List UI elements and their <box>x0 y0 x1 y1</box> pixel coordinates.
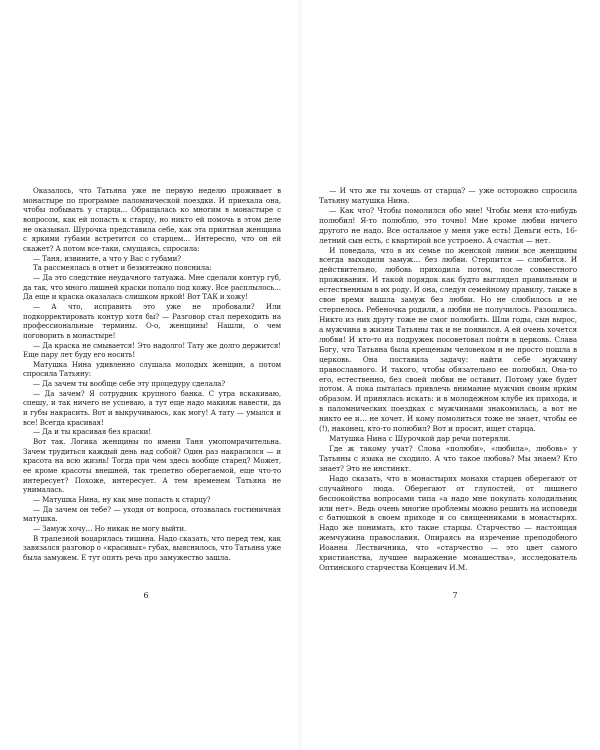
paragraph: Матушка Нина удивленно слушала молодых женщин, а потом спросила Татьяну: <box>23 359 281 379</box>
paragraph: — Да зачем он тебе? — уходя от вопроса, отозвалась гостиничная матушка. <box>23 504 281 524</box>
left-page-text <box>23 186 281 563</box>
left-page <box>23 186 281 563</box>
paragraph: Оказалось, что Татьяна уже не первую неделю проживает в монастыре по программе паломнической поездки. И приехала она, чтобы побывать у старца... Обращалась ко многим в монастыре с вопросом, как ей попасть к старцу, но никто ей помочь в этом деле не оказывал. Шурочка представила себе, как эта приятная женщина с яркими губами встретится со старцем… Интересно, что он ей скажет? А потом все-таки, смущаясь, спросила: <box>23 186 281 253</box>
paragraph: Матушка Нина с Шурочкой дар речи потеряли. <box>329 434 511 444</box>
right-page <box>319 186 577 573</box>
paragraph: В трапезной воцарилась тишина. Надо сказать, что перед тем, как завязался разговор о «красивых» губах, выяснилось, что Татьяна уже была замужем. Е тут опять речь про замужество зашла. <box>23 533 282 562</box>
paragraph: — А что, исправить это уже не пробовали? Или подкорректировать контур хотя бы? — Разговор стал переходить на профессиональные термины. О-о, женщины! Нашли, о чем поговорить в монастыре! <box>23 301 281 340</box>
paragraph: Надо сказать, что в монастырях монахи старцев оберегают от случайного люда. Оберегают от глупостей, от лишнего беспокойства вопросами типа «а надо мне покупать холодильник или нет». Ведь очень многие проблемы можно решить на исповеди с батюшкой в своем приходе и со священниками в монастырях. Надо же понимать, кто такие старцы. Старчество — настоящая жемчужина православия. Опираясь на изречение преподобного Иоанна Лествичника, что «старчество — это цвет самого христианства, лучшее выражение монашества», исследователь Оптинского старчества Концевич И.М. <box>319 473 577 573</box>
paragraph: — И что же ты хочешь от старца? — уже осторожно спросила Татьяну матушка Нина. <box>319 186 577 205</box>
paragraph: Та рассмеялась в ответ и безмятежно пояснила: <box>33 263 212 273</box>
paragraph: Где ж такому учат? Слова «полюби», «любила», любовь» у Татьяны с языка не сходило. А что такое любовь? Мы знаем? Кто знает? Это не инстинкт. <box>319 443 577 473</box>
paragraph: — Матушка Нина, ну как мне попасть к старцу? <box>33 495 211 504</box>
paragraph: — Как что? Чтобы помолился обо мне! Чтобы меня кто-нибудь полюбил! Я-то полюблю, это точно! Мне кроме любви ничего другого не надо. Все остальное у меня уже есть! Деньги есть, 16-летний сын есть, с квартирой все устроено. А счастья — нет. <box>319 205 577 245</box>
right-page-text <box>319 186 577 573</box>
page-number-left: 6 <box>143 591 149 600</box>
paragraph: — Замуж хочу… Но никак не могу выйти. <box>33 523 187 533</box>
paragraph: — Да зачем ты вообще себе эту процедуру сделала? <box>33 379 226 389</box>
page-number-right: 7 <box>452 591 458 600</box>
paragraph: И поведала, что в их семье по женской линии все женщины всегда выходили замуж… без любви. Стерпится — слюбится. И действительно, любовь приходила потом, после совместного проживания. И такой порядок как будто выглядел правильным и естественным в их роду. И она, следуя семейному правилу, также в свое время вышла замуж без любви. Но не слюбилось и не стерпелось. Ребеночка родили, а любви не получилось. Разошлись. Никто из них другу тоже не смог полюбить. Шли годы, сын вырос, а мужчина в жизни Татьяны так и не появился. А ей очень хочется любви! И кто-то из подружек посоветовал пойти в церковь. Слава Богу, что Татьяна была крещеным человеком и не просто пошла в церковь. Она поставила задачу: найти себе мужчину православного. И такого, чтобы обязательно ее полюбил. Она-то его, естественно, без своей любви не оставит. Потому уже будет потом. А пока пыталась привлечь внимание мужчин своим ярким образом. И принялась искать: и в молодежном клубе их прихода, и в паломнических поездках с мужчинами знакомилась, а вот не никто ее и… не хочет. И кому помолиться тоже не знает, чтобы ее (!), наконец, кто-то полюбил? Вот и просит, ищет старца. <box>319 245 577 434</box>
paragraph: — Да это следствие неудачного татуажа. Мне сделали контур губ, да так, что много лишней краски попало под кожу. Все расплылось… Да еще и краска оказалась слишком яркой! Вот ТАК и хожу! <box>23 272 281 302</box>
paragraph: — Таня, извините, а что у Вас с губами? <box>33 253 181 263</box>
paragraph: — Да и ты красивая без краски! <box>33 427 152 437</box>
paragraph: Вот так. Логика женщины по имени Таня умопомрачительна. Зачем трудиться каждый день над собой? Один раз накрасился — и красота на всю жизнь! Тогда при чем здесь вообще старец? Может, ее кроме красоты внешней, так трепетно оберегаемой, еще что-то интересует? Похоже, интересует. А тем временем Татьяна не унималась. <box>23 437 281 495</box>
book-gutter <box>298 0 302 750</box>
paragraph: — Да краска не смывается! Это надолго! Тату же долго держится! Еще пару лет буду его носить! <box>23 340 281 360</box>
paragraph: — Да зачем? Я сотрудник крупного банка. С утра вскакиваю, спешу, и так ничего не успеваю, а тут еще надо макияж навести, да и губы накрасить. Вот и выкручиваюсь, как могу! А тату — умылся и все! Всегда красивая! <box>23 388 281 427</box>
